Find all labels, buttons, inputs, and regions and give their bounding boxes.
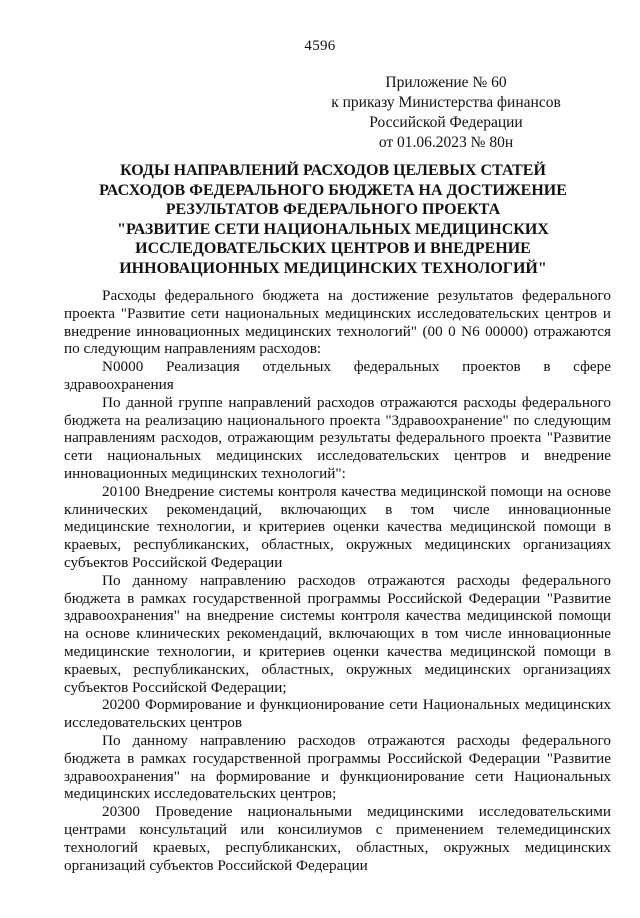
document-title bbox=[60, 161, 606, 278]
expense-code-description: По данному направлению расходов отражаются расходы федерального бюджета в рамках государственной программы Российской Федерации "Развитие здравоохранения" на внедрение системы контроля качества медицинской помощи на основе клинических рекомендаций, включающих в том числе инновационные медицинские технологии, и критериев оценки качества медицинской помощи в краевых, республиканских, областных, окружных медицинских организациях субъектов Российской Федерации; bbox=[64, 571, 611, 696]
title-line: РЕЗУЛЬТАТОВ ФЕДЕРАЛЬНОГО ПРОЕКТА bbox=[165, 201, 501, 218]
expense-group-description: По данной группе направлений расходов отражаются расходы федерального бюджета на реализацию национального проекта "Здравоохранение" по следующим направлениям расходов, отражающим результаты федерального проекта "Развитие сети национальных медицинских исследовательских центров и внедрение инновационных медицинских технологий": bbox=[64, 393, 611, 482]
appendix-date: от 01.06.2023 № 80н bbox=[378, 134, 514, 151]
appendix-ministry: Российской Федерации bbox=[369, 114, 523, 131]
expense-code-heading: 20300 Проведение национальными медицинскими исследовательскими центрами консультаций или консилиумов с применением телемедицинских технологий краевых, республиканских, областных, окружных медицинских организаций субъектов Российской Федерации bbox=[64, 803, 611, 874]
document-body bbox=[64, 287, 611, 874]
expense-code-heading: 20200 Формирование и функционирование сети Национальных медицинских исследовательских центров bbox=[64, 696, 611, 732]
title-line: ИННОВАЦИОННЫХ МЕДИЦИНСКИХ ТЕХНОЛОГИЙ" bbox=[119, 259, 547, 277]
appendix-order-reference: к приказу Министерства финансов bbox=[331, 94, 561, 111]
appendix-number: Приложение № 60 bbox=[385, 74, 507, 91]
expense-group-heading: N0000 Реализация отдельных федеральных проектов в сфере здравоохранения bbox=[64, 358, 611, 393]
expense-code-description: По данному направлению расходов отражаются расходы федерального бюджета в рамках государственной программы Российской Федерации "Развитие здравоохранения" на формирование и функционирование сети Национальных медицинских исследовательских центров; bbox=[64, 731, 611, 803]
expense-code-heading: 20100 Внедрение системы контроля качества медицинской помощи на основе клинических рекомендаций, включающих в том числе инновационные медицинские технологии, и критериев оценки качества медицинской помощи в краевых, республиканских, областных, окружных медицинских организациях субъектов Российской Федерации bbox=[64, 482, 611, 571]
intro-paragraph: Расходы федерального бюджета на достижение результатов федерального проекта "Развитие сети национальных медицинских исследовательских центров и внедрение инновационных медицинских технологий" (00 0 N6 00000) отражаются по следующим направлениям расходов: bbox=[64, 287, 611, 358]
title-line: КОДЫ НАПРАВЛЕНИЙ РАСХОДОВ ЦЕЛЕВЫХ СТАТЕЙ bbox=[120, 162, 546, 179]
title-line: "РАЗВИТИЕ СЕТИ НАЦИОНАЛЬНЫХ МЕДИЦИНСКИХ bbox=[117, 220, 549, 238]
page-number: 4596 bbox=[304, 38, 336, 54]
title-line: РАСХОДОВ ФЕДЕРАЛЬНОГО БЮДЖЕТА НА ДОСТИЖЕНИЕ bbox=[99, 181, 567, 199]
title-line: ИССЛЕДОВАТЕЛЬСКИХ ЦЕНТРОВ И ВНЕДРЕНИЕ bbox=[135, 240, 531, 257]
appendix-header bbox=[330, 73, 562, 153]
